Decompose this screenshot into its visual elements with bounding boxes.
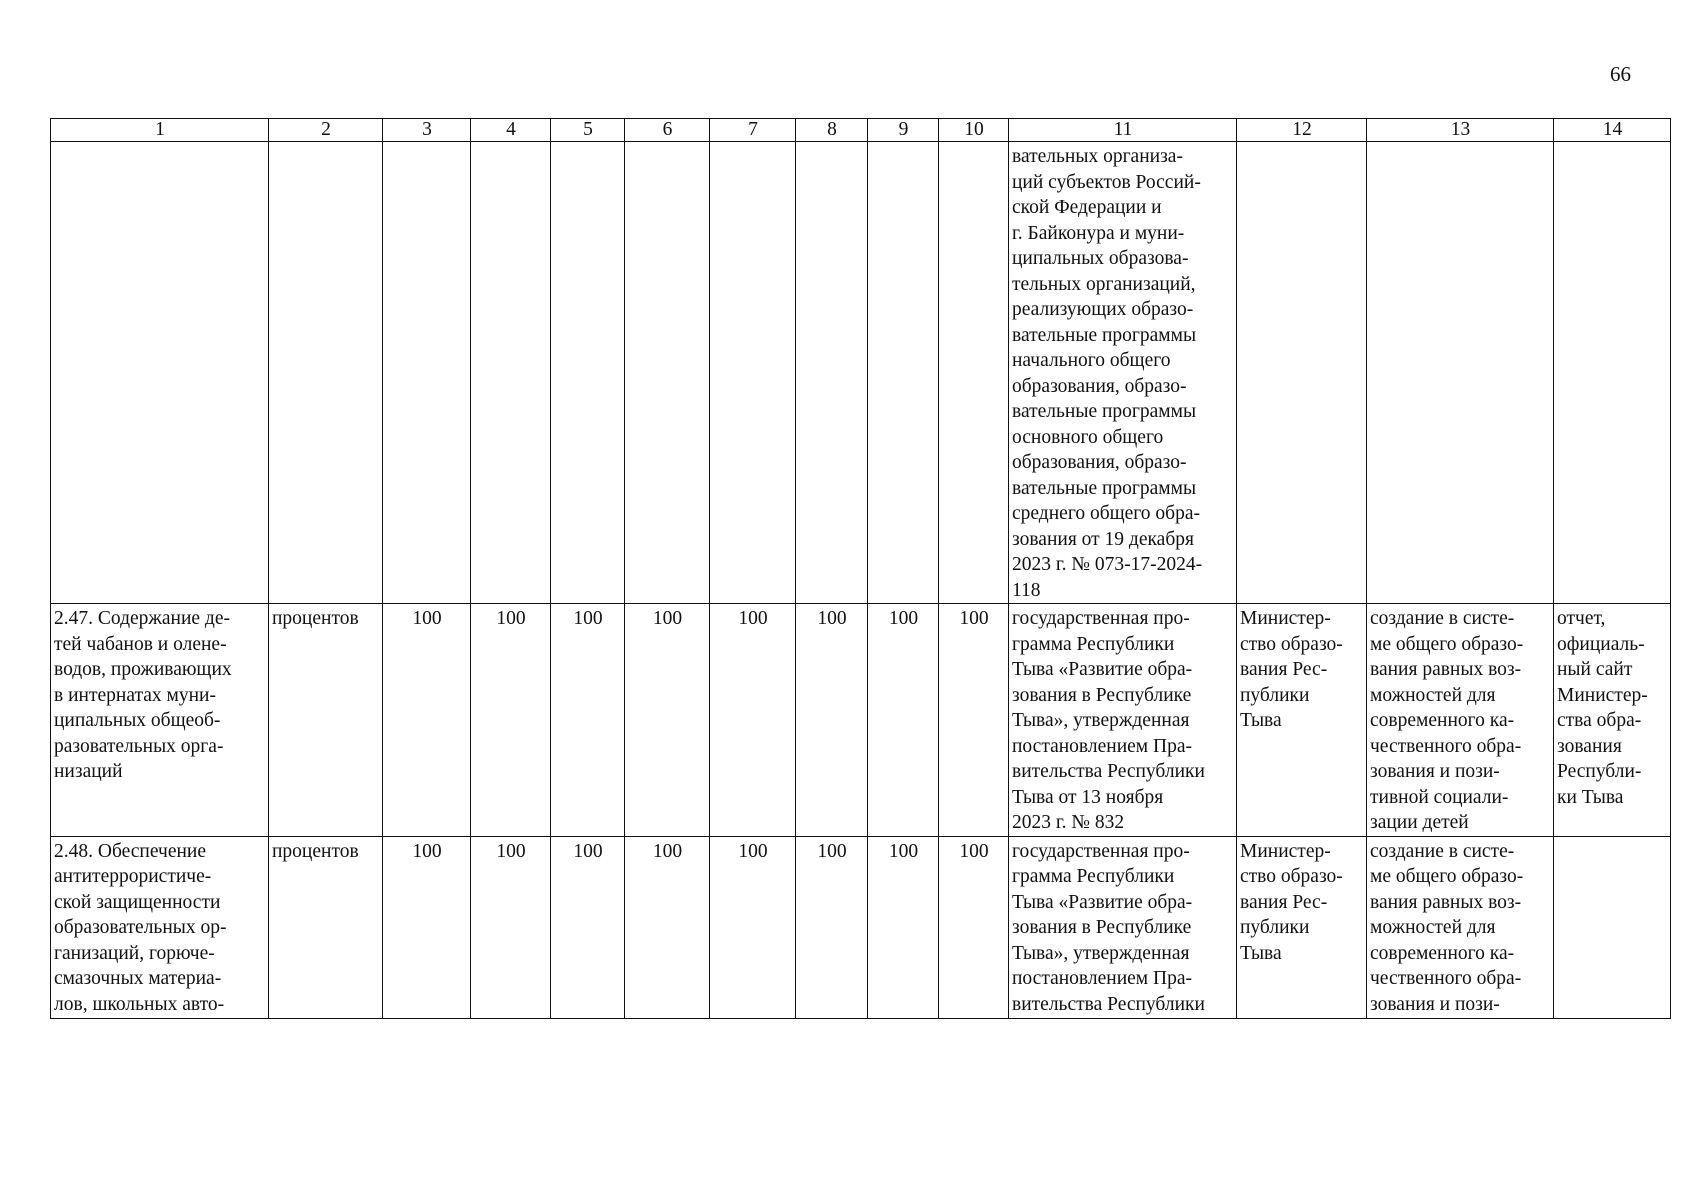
cell-line: антитеррористиче- <box>54 866 212 887</box>
value-cell: 100 <box>625 604 710 837</box>
cell-line: водов, проживающих <box>54 659 232 680</box>
cell-line: ципальных образова- <box>1012 248 1189 269</box>
value-cell: 100 <box>551 604 625 837</box>
value-cell: 100 <box>868 836 939 1018</box>
cell-line: современного ка- <box>1370 942 1515 964</box>
value-cell: 100 <box>625 836 710 1018</box>
cell-line: ства обра- <box>1557 710 1642 731</box>
column-number: 4 <box>471 119 551 142</box>
cell-line: ный сайт <box>1557 659 1633 680</box>
cell-line: можностей для <box>1370 917 1496 938</box>
column-number: 7 <box>710 119 796 142</box>
value-cell: 100 <box>551 836 625 1018</box>
page-number: 66 <box>1610 62 1631 86</box>
cell-line: смазочных материа- <box>54 968 222 989</box>
cell-line: 118 <box>1012 579 1041 601</box>
responsible-cell <box>1237 836 1367 1018</box>
value-cell <box>939 142 1009 604</box>
cell-line: ской защищенности <box>54 891 221 913</box>
value-cell: 100 <box>383 836 471 1018</box>
column-number: 14 <box>1554 119 1671 142</box>
cell-line: грамма Республики <box>1012 866 1175 887</box>
result-cell <box>1367 836 1554 1018</box>
value-cell <box>868 142 939 604</box>
cell-line: государственная про- <box>1012 840 1190 862</box>
cell-line: низаций <box>54 761 123 782</box>
report-cell <box>1554 142 1671 604</box>
column-number: 8 <box>796 119 868 142</box>
cell-line: Тыва», утвержденная <box>1012 942 1190 964</box>
report-cell <box>1554 836 1671 1018</box>
value-cell: 100 <box>471 836 551 1018</box>
cell-line: ганизаций, горюче- <box>54 942 215 964</box>
value-cell: 100 <box>710 604 796 837</box>
cell-line: зования в Республике <box>1012 684 1192 706</box>
value-cell: 100 <box>939 836 1009 1018</box>
cell-line: зования и пози- <box>1370 993 1500 1015</box>
value-cell <box>710 142 796 604</box>
cell-line: вательных организа- <box>1012 146 1183 167</box>
column-number: 5 <box>551 119 625 142</box>
indicator-cell <box>51 142 269 604</box>
cell-line: начального общего <box>1012 350 1171 371</box>
cell-line: ме общего образо- <box>1370 633 1524 655</box>
cell-line: тивной социали- <box>1370 786 1509 808</box>
cell-line: публики <box>1240 684 1310 706</box>
cell-line: зования и пози- <box>1370 761 1500 782</box>
cell-line: лов, школьных авто- <box>54 993 225 1015</box>
cell-line: чественного обра- <box>1370 735 1522 757</box>
cell-line: зования <box>1557 735 1622 757</box>
value-cell: 100 <box>710 836 796 1018</box>
value-cell: 100 <box>939 604 1009 837</box>
value-cell: 100 <box>796 604 868 837</box>
cell-line: отчет, <box>1557 608 1606 629</box>
column-number: 13 <box>1367 119 1554 142</box>
cell-line: 2.48. Обеспечение <box>54 840 207 862</box>
indicator-cell <box>51 604 269 837</box>
cell-line: Тыва «Развитие обра- <box>1012 659 1193 680</box>
cell-line: зования в Республике <box>1012 917 1192 938</box>
cell-line: тей чабанов и олене- <box>54 633 227 655</box>
cell-line: 2.47. Содержание де- <box>54 608 230 629</box>
cell-line: официаль- <box>1557 633 1645 655</box>
cell-line: Тыва», утвержденная <box>1012 710 1190 731</box>
indicators-table <box>50 118 1671 1019</box>
unit-cell: процентов <box>269 604 383 837</box>
cell-line: Министер- <box>1240 608 1331 629</box>
cell-line: ство образо- <box>1240 633 1343 655</box>
cell-line: вательные программы <box>1012 324 1197 346</box>
value-cell: 100 <box>868 604 939 837</box>
document-cell <box>1009 142 1237 604</box>
table-row <box>51 604 1671 837</box>
cell-line: современного ка- <box>1370 710 1515 731</box>
cell-line: реализующих образо- <box>1012 299 1194 320</box>
column-number: 2 <box>269 119 383 142</box>
cell-line: Министер- <box>1240 840 1331 862</box>
cell-line: 2023 г. № 073-17-2024- <box>1012 554 1203 575</box>
cell-line: создание в систе- <box>1370 608 1515 629</box>
cell-line: вания равных воз- <box>1370 891 1522 913</box>
column-number: 10 <box>939 119 1009 142</box>
cell-line: ство образо- <box>1240 866 1343 887</box>
cell-line: образования, образо- <box>1012 452 1187 473</box>
cell-line: грамма Республики <box>1012 633 1175 655</box>
cell-line: государственная про- <box>1012 608 1190 629</box>
unit-cell: процентов <box>269 836 383 1018</box>
table-row <box>51 142 1671 604</box>
document-cell <box>1009 836 1237 1018</box>
cell-line: Тыва <box>1240 942 1282 964</box>
cell-line: зации детей <box>1370 812 1469 833</box>
value-cell <box>796 142 868 604</box>
column-number: 6 <box>625 119 710 142</box>
cell-line: вительства Республики <box>1012 993 1205 1015</box>
cell-line: публики <box>1240 917 1310 938</box>
cell-line: в интернатах муни- <box>54 684 216 706</box>
indicator-cell <box>51 836 269 1018</box>
cell-line: вательные программы <box>1012 401 1197 422</box>
cell-line: образовательных ор- <box>54 917 227 938</box>
column-number-row <box>51 119 1671 142</box>
value-cell <box>383 142 471 604</box>
cell-line: Республи- <box>1557 761 1642 782</box>
cell-line: можностей для <box>1370 684 1496 706</box>
cell-line: ций субъектов Россий- <box>1012 171 1201 193</box>
cell-line: среднего общего обра- <box>1012 503 1201 524</box>
cell-line: создание в систе- <box>1370 840 1515 862</box>
column-number: 12 <box>1237 119 1367 142</box>
cell-line: образования, образо- <box>1012 375 1187 397</box>
cell-line: Тыва <box>1240 710 1282 731</box>
cell-line: зования от 19 декабря <box>1012 528 1194 550</box>
cell-line: Тыва «Развитие обра- <box>1012 891 1193 913</box>
column-number: 1 <box>51 119 269 142</box>
table-row <box>51 836 1671 1018</box>
value-cell: 100 <box>471 604 551 837</box>
cell-line: вания Рес- <box>1240 659 1328 680</box>
cell-line: основного общего <box>1012 426 1164 448</box>
cell-line: Министер- <box>1557 684 1648 706</box>
cell-line: г. Байконура и муни- <box>1012 222 1185 244</box>
cell-line: ципальных общеоб- <box>54 710 221 731</box>
value-cell <box>471 142 551 604</box>
value-cell <box>625 142 710 604</box>
column-number: 9 <box>868 119 939 142</box>
cell-line: вательные программы <box>1012 477 1197 499</box>
column-number: 11 <box>1009 119 1237 142</box>
value-cell <box>551 142 625 604</box>
result-cell <box>1367 604 1554 837</box>
cell-line: постановлением Пра- <box>1012 968 1192 989</box>
cell-line: вительства Республики <box>1012 761 1205 782</box>
cell-line: тельных организаций, <box>1012 273 1196 295</box>
responsible-cell <box>1237 604 1367 837</box>
cell-line: Тыва от 13 ноября <box>1012 786 1164 808</box>
value-cell: 100 <box>796 836 868 1018</box>
result-cell <box>1367 142 1554 604</box>
cell-line: постановлением Пра- <box>1012 735 1192 757</box>
value-cell: 100 <box>383 604 471 837</box>
unit-cell <box>269 142 383 604</box>
cell-line: вания Рес- <box>1240 891 1328 913</box>
report-cell <box>1554 604 1671 837</box>
cell-line: 2023 г. № 832 <box>1012 812 1125 833</box>
column-number: 3 <box>383 119 471 142</box>
cell-line: разовательных орга- <box>54 735 224 757</box>
responsible-cell <box>1237 142 1367 604</box>
cell-line: вания равных воз- <box>1370 659 1522 680</box>
cell-line: ме общего образо- <box>1370 866 1524 887</box>
cell-line: ской Федерации и <box>1012 197 1162 218</box>
document-cell <box>1009 604 1237 837</box>
cell-line: чественного обра- <box>1370 968 1522 989</box>
cell-line: ки Тыва <box>1557 786 1624 808</box>
